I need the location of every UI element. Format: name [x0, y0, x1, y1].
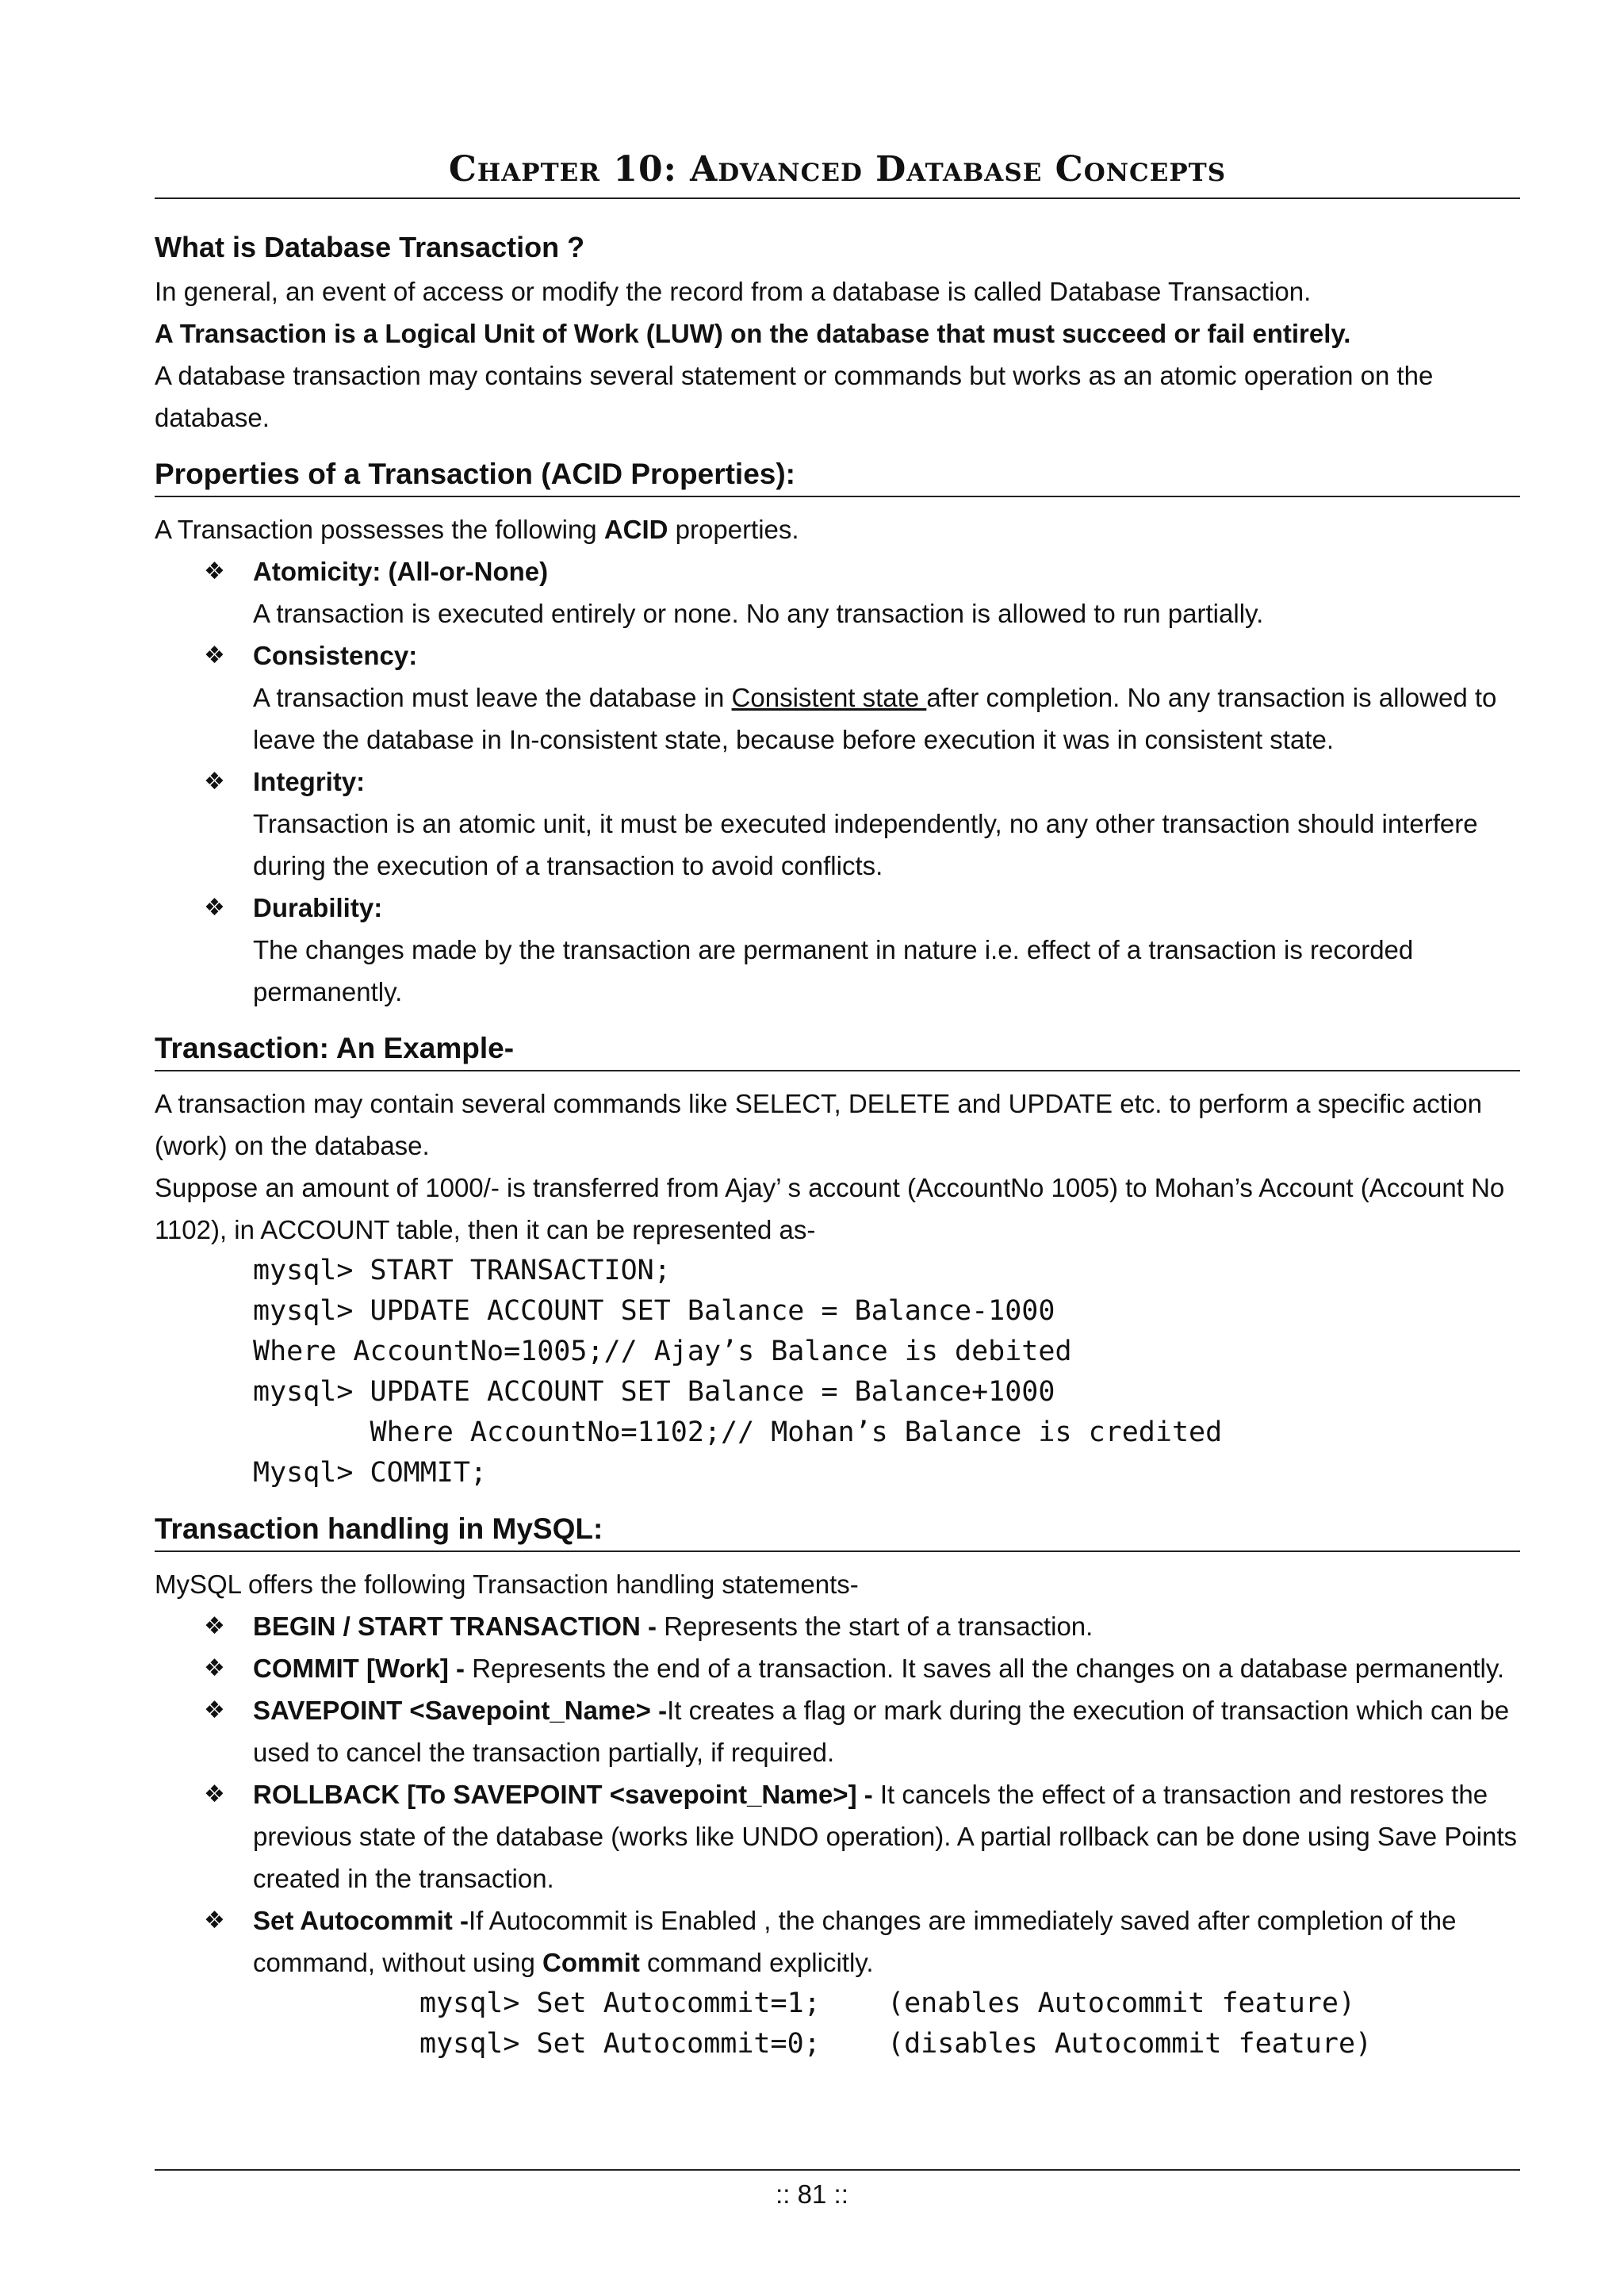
list-item-title: Consistency: [253, 641, 418, 670]
list-item-title: ROLLBACK [To SAVEPOINT <savepoint_Name>] - [253, 1780, 880, 1809]
list-item-text: Represents the start of a transaction. [664, 1612, 1094, 1641]
intro-definition: A Transaction is a Logical Unit of Work (LUW) on the database that must succeed or fail entirely. [155, 319, 1351, 348]
list-item-text [253, 677, 1520, 761]
acid-list [204, 550, 1520, 1013]
list-item-title: Atomicity: (All-or-None) [253, 557, 549, 586]
list-item-title: SAVEPOINT <Savepoint_Name> - [253, 1696, 668, 1725]
acid-lead-text-end: properties. [668, 515, 799, 544]
list-item [204, 1689, 1520, 1773]
example-paragraph-1: A transaction may contain several commands like SELECT, DELETE and UPDATE etc. to perform a specific action (work) on the database. [155, 1089, 1482, 1160]
question-heading: What is Database Transaction ? [155, 231, 585, 263]
list-item-title: COMMIT [Work] - [253, 1654, 473, 1683]
mysql-lead: MySQL offers the following Transaction handling statements- [155, 1570, 859, 1599]
diamond-bullet-icon: ❖ [204, 642, 225, 669]
list-item-text: The changes made by the transaction are permanent in nature i.e. effect of a transaction is recorded permanently. [253, 935, 1414, 1006]
list-item-text-part: after completion. No any transaction is allowed to leave the database in In-consistent state, because before execution it was in consistent state. [253, 683, 1497, 754]
sql-code-block: mysql> START TRANSACTION; mysql> UPDATE ACCOUNT SET Balance = Balance-1000 Where AccountNo=1005;// Ajay’s Balance is debited mysql> UPDATE ACCOUNT SET Balance = Balance+1000 Where AccountNo=1102;// Mohan’s Balance is credited Mysql> COMMIT; [253, 1255, 1223, 1489]
list-item [204, 550, 1520, 634]
diamond-bullet-icon: ❖ [204, 1654, 225, 1682]
chapter-title: Chapter 10: Advanced Database Concepts [155, 135, 1520, 199]
list-item [204, 887, 1520, 1013]
diamond-bullet-icon: ❖ [204, 558, 225, 585]
list-item-text-end: command explicitly. [639, 1948, 874, 1977]
list-item-text-part: A transaction must leave the database in [253, 683, 732, 712]
intro-paragraph-2: A database transaction may contains several statement or commands but works as an atomic operation on the database. [155, 361, 1434, 432]
footer-divider [155, 2169, 1520, 2171]
list-item [204, 634, 1520, 761]
page-number: :: 81 :: [776, 2179, 848, 2209]
list-item-text: If Autocommit is Enabled , the changes are immediately saved after completion of the command, without using [253, 1906, 1457, 1977]
list-item [204, 761, 1520, 887]
document-page [155, 135, 1520, 2064]
example-paragraph-2: Suppose an amount of 1000/- is transferred from Ajay’ s account (AccountNo 1005) to Mohan’s Account (Account No 1102), in ACCOUNT table, then it can be represented as- [155, 1173, 1505, 1244]
section-heading-mysql: Transaction handling in MySQL: [155, 1511, 1520, 1552]
diamond-bullet-icon: ❖ [204, 768, 225, 795]
list-item [204, 1605, 1520, 1647]
list-item [204, 1899, 1520, 1984]
section-heading-acid: Properties of a Transaction (ACID Properties): [155, 456, 1520, 497]
list-item-text: Represents the end of a transaction. It saves all the changes on a database permanently. [472, 1654, 1505, 1683]
list-item-text: A transaction is executed entirely or none. No any transaction is allowed to run partially. [253, 599, 1264, 628]
list-item-text: It creates a flag or mark during the execution of transaction which can be used to cancel the transaction partially, if required. [253, 1696, 1510, 1767]
diamond-bullet-icon: ❖ [204, 1780, 225, 1808]
acid-lead [155, 508, 1520, 550]
list-item-text: Transaction is an atomic unit, it must be executed independently, no any other transaction should interfere during the execution of a transaction to avoid conflicts. [253, 809, 1478, 880]
section-heading-example: Transaction: An Example- [155, 1030, 1520, 1071]
diamond-bullet-icon: ❖ [204, 1696, 225, 1724]
list-item [204, 1773, 1520, 1899]
commit-keyword: Commit [542, 1948, 640, 1977]
diamond-bullet-icon: ❖ [204, 894, 225, 922]
mysql-statement-list [204, 1605, 1520, 1984]
intro-paragraph-1: In general, an event of access or modify the record from a database is called Database Transaction. [155, 277, 1312, 306]
acid-lead-text: A Transaction possesses the following [155, 515, 604, 544]
diamond-bullet-icon: ❖ [204, 1907, 225, 1934]
list-item-title: Set Autocommit - [253, 1906, 469, 1935]
underlined-term: Consistent state [731, 683, 927, 712]
list-item-title: Integrity: [253, 767, 366, 796]
list-item-text: It cancels the effect of a transaction and restores the previous state of the database (works like UNDO operation). A partial rollback can be done using Save Points created in the transaction. [253, 1780, 1518, 1893]
autocommit-code-block: mysql> Set Autocommit=1; (enables Autocommit feature) mysql> Set Autocommit=0; (disables Autocommit feature) [419, 1987, 1373, 2060]
list-item-title: Durability: [253, 893, 383, 922]
list-item [204, 1647, 1520, 1689]
list-item-title: BEGIN / START TRANSACTION - [253, 1612, 665, 1641]
diamond-bullet-icon: ❖ [204, 1612, 225, 1640]
acid-lead-bold: ACID [603, 515, 668, 544]
